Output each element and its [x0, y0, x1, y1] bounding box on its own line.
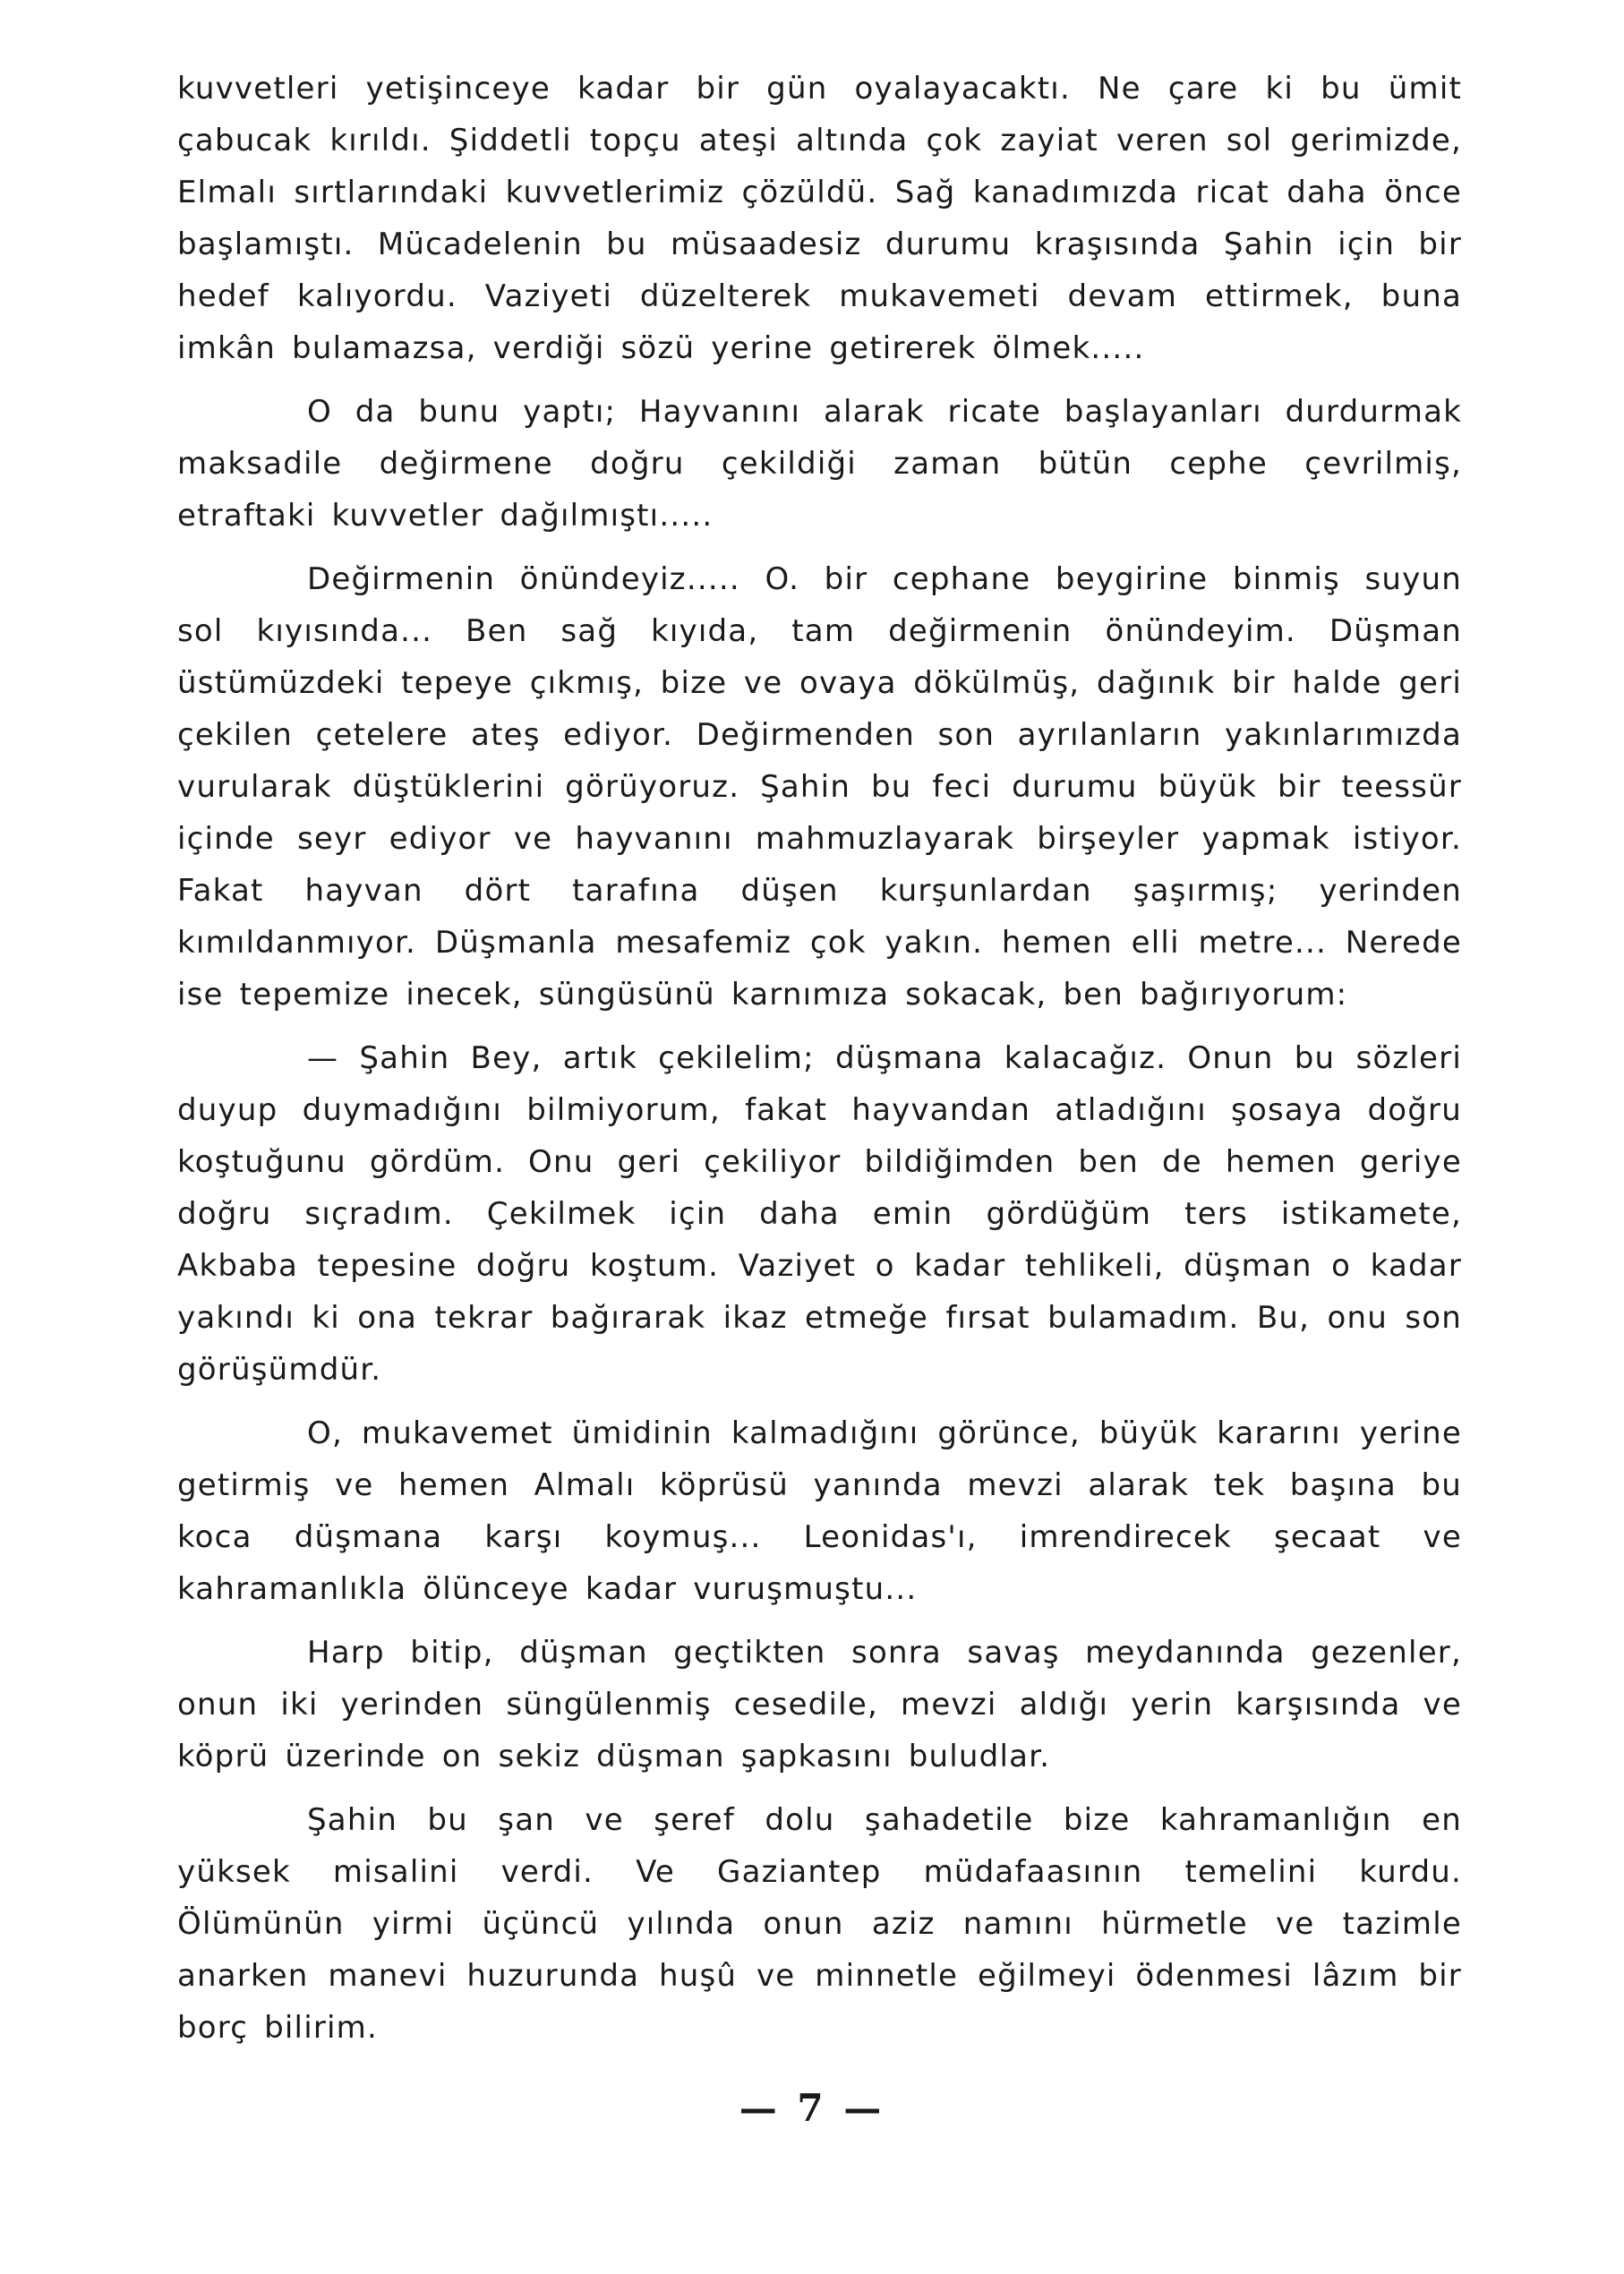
page-number: — 7 — — [739, 2086, 885, 2130]
paragraph: — Şahin Bey, artık çekilelim; düşmana kalacağız. Onun bu sözleri duyup duymadığını bilmiyorum, fakat hayvandan atladığını şosaya doğru koştuğunu gördüm. Onu geri çekiliyor bildiğimden ben de hemen geriye doğru sıçradım. Çekilmek için daha emin gördüğüm ters istikamete, Akbaba tepesine doğru koştum. Vaziyet o kadar tehlikeli, düşman o kadar yakındı ki ona tekrar bağırarak ikaz etmeğe fırsat bulamadım. Bu, onu son görüşümdür. — [177, 1040, 1462, 1388]
body-text — [177, 63, 1462, 2065]
paragraph: O, mukavemet ümidinin kalmadığını görünce, büyük kararını yerine getirmiş ve hemen Almalı köprüsü yanında mevzi alarak tek başına bu koca düşmana karşı koymuş... Leonidas'ı, imrendirecek şecaat ve kahramanlıkla ölünceye kadar vuruşmuştu... — [177, 1415, 1462, 1607]
paragraph: kuvvetleri yetişinceye kadar bir gün oyalayacaktı. Ne çare ki bu ümit çabucak kırıldı. Şiddetli topçu ateşi altında çok zayiat veren sol gerimizde, Elmalı sırtlarındaki kuvvetlerimiz çözüldü. Sağ kanadımızda ricat daha önce başlamıştı. Mücadelenin bu müsaadesiz durumu kraşısında Şahin için bir hedef kalıyordu. Vaziyeti düzelterek mukavemeti devam ettirmek, buna imkân bulamazsa, verdiği sözü yerine getirerek ölmek..... — [177, 71, 1462, 366]
paragraph: Harp bitip, düşman geçtikten sonra savaş meydanında gezenler, onun iki yerinden süngülenmiş cesedile, mevzi aldığı yerin karşısında ve köprü üzerinde on sekiz düşman şapkasını buludlar. — [177, 1635, 1462, 1774]
paragraph: O da bunu yaptı; Hayvanını alarak ricate başlayanları durdurmak maksadile değirmene doğru çekildiği zaman bütün cephe çevrilmiş, etraftaki kuvvetler dağılmıştı..... — [177, 394, 1462, 534]
paragraph: Değirmenin önündeyiz..... O. bir cephane beygirine binmiş suyun sol kıyısında... Ben sağ kıyıda, tam değirmenin önündeyim. Düşman üstümüzdeki tepeye çıkmış, bize ve ovaya dökülmüş, dağınık bir halde geri çekilen çetelere ateş ediyor. Değirmenden son ayrılanların yakınlarımızda vurularak düştüklerini görüyoruz. Şahin bu feci durumu büyük bir teessür içinde seyr ediyor ve hayvanını mahmuzlayarak birşeyler yapmak istiyor. Fakat hayvan dört tarafına düşen kurşunlardan şaşırmış; yerinden kımıldanmıyor. Düşmanla mesafemiz çok yakın. hemen elli metre... Nerede ise tepemize inecek, süngüsünü karnımıza sokacak, ben bağırıyorum: — [177, 561, 1462, 1013]
paragraph: Şahin bu şan ve şeref dolu şahadetile bize kahramanlığın en yüksek misalini verdi. Ve Gaziantep müdafaasının temelini kurdu. Ölümünün yirmi üçüncü yılında onun aziz namını hürmetle ve tazimle anarken manevi huzurunda huşû ve minnetle eğilmeyi ödenmesi lâzım bir borç bilirim. — [177, 1802, 1462, 2046]
